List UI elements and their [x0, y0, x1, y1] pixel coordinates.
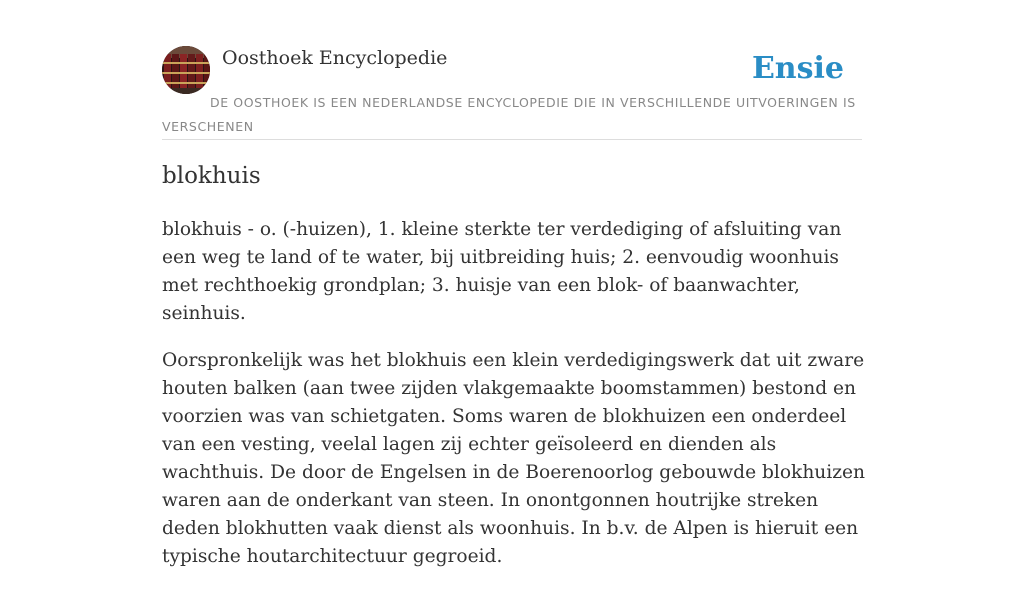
brand-logo-link[interactable]: Ensie	[751, 51, 844, 86]
page-header	[162, 46, 862, 140]
article-body	[162, 216, 866, 590]
article-title: blokhuis	[162, 163, 261, 189]
site-name[interactable]: Oosthoek Encyclopedie	[222, 47, 448, 69]
article-paragraph: Oorspronkelijk was het blokhuis een klein verdedigingswerk dat uit zware houten balken (aan twee zijden vlakgemaakte boomstammen) bestond en voorzien was van schietgaten. Soms waren de blokhuizen een onderdeel van een vesting, veelal lagen zij echter geïsoleerd en dienden als wachthuis. De door de Engelsen in de Boerenoorlog gebouwde blokhuizen waren aan de onderkant van steen. In onontgonnen houtrijke streken deden blokhutten vaak dienst als woonhuis. In b.v. de Alpen is hieruit een typische houtarchitectuur gegroeid.	[162, 350, 865, 567]
site-tagline: DE OOSTHOEK IS EEN NEDERLANDSE ENCYCLOPEDIE DIE IN VERSCHILLENDE UITVOERINGEN IS VERSCHENEN	[162, 95, 856, 134]
encyclopedia-books-icon[interactable]	[162, 46, 210, 94]
article-paragraph: blokhuis - o. (-huizen), 1. kleine sterkte ter verdediging of afsluiting van een weg te land of te water, bij uitbreiding huis; 2. eenvoudig woonhuis met rechthoekig grondplan; 3. huisje van een blok- of baanwachter, seinhuis.	[162, 219, 842, 324]
